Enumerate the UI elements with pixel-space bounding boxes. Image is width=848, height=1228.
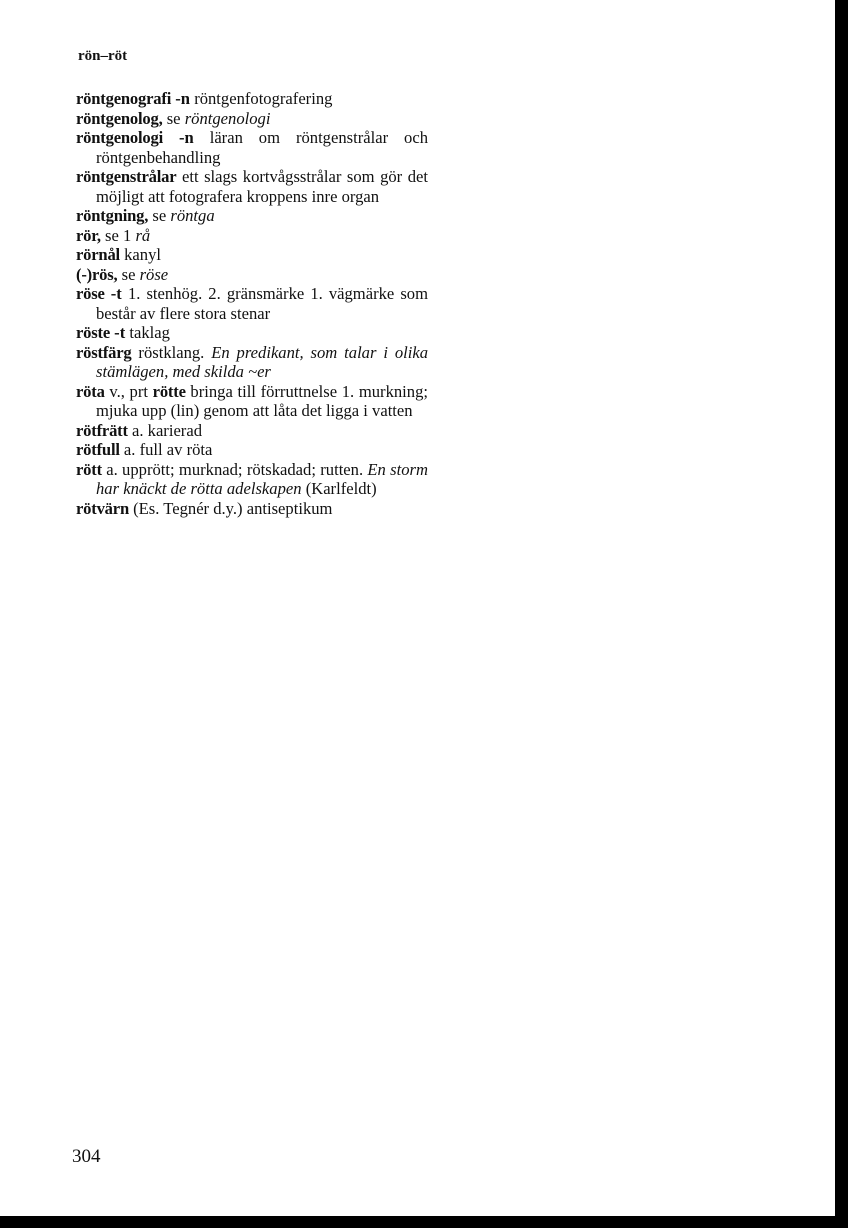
entry <box>76 167 428 206</box>
cross-ref-prefix: se <box>152 206 167 225</box>
example-sentence: En predikant, som talar i olika stämlägen, med skilda ~er <box>96 342 428 381</box>
headword: rötfrätt <box>76 420 128 440</box>
cross-ref-prefix: se <box>166 108 181 128</box>
headword: röntgning, <box>76 206 149 225</box>
definition: a. karierad <box>131 420 202 440</box>
entry <box>76 226 428 246</box>
definition: röstklang. <box>138 342 205 362</box>
grammar-prefix: v., prt <box>109 381 148 401</box>
cross-reference: röntga <box>170 206 215 225</box>
entry <box>76 421 428 441</box>
definition: (Es. Tegnér d.y.) antiseptikum <box>133 498 333 518</box>
definition: ett slags kortvågsstrålar som gör det möjligt att fotografera kroppens inre organ <box>96 167 428 206</box>
running-head: rön–röt <box>78 48 128 64</box>
headword: rött <box>76 459 102 479</box>
grammar-note: -t <box>114 323 126 342</box>
headword: rötfull <box>76 440 120 459</box>
entry <box>76 89 428 109</box>
entry <box>76 245 428 265</box>
definition: kanyl <box>124 245 161 264</box>
headword: röste <box>76 323 111 342</box>
headword: röntgenolog, <box>76 108 163 128</box>
entry <box>76 323 428 343</box>
entry <box>76 284 428 323</box>
entry <box>76 382 428 421</box>
entry-list <box>76 89 428 518</box>
definition: röntgenfotografering <box>194 89 333 108</box>
example-source: (Karlfeldt) <box>305 479 377 498</box>
entry <box>76 265 428 285</box>
definition: bringa till förruttnelse 1. murkning; mjuka upp (lin) genom att låta det ligga i vatten <box>96 381 428 420</box>
cross-reference: rå <box>135 225 151 245</box>
entry <box>76 440 428 460</box>
headword: rör, <box>76 225 101 245</box>
headword: röstfärg <box>76 342 132 362</box>
cross-reference: röntgenologi <box>184 108 271 128</box>
definition: 1. stenhög. 2. gränsmärke 1. vägmärke som består av flere stora stenar <box>96 284 429 323</box>
headword: rötvärn <box>76 498 129 518</box>
grammar-note: -n <box>175 89 191 108</box>
definition: a. full av röta <box>123 440 213 459</box>
example-sentence: En storm har knäckt de rötta adelskapen <box>96 459 428 498</box>
inflected-form: rötte <box>152 381 186 401</box>
definition: läran om röntgenstrålar och röntgenbehandling <box>96 128 429 167</box>
cross-reference: röse <box>139 264 169 284</box>
entry <box>76 460 428 499</box>
entry <box>76 109 428 129</box>
headword: (-)rös, <box>76 264 118 284</box>
entry <box>76 343 428 382</box>
headword: röta <box>76 381 105 401</box>
page-number: 304 <box>72 1146 101 1167</box>
definition: taklag <box>129 323 170 342</box>
headword: röntgenstrålar <box>76 167 177 186</box>
cross-ref-prefix: se 1 <box>105 225 132 245</box>
grammar-note: -t <box>110 284 122 303</box>
entry <box>76 206 428 226</box>
grammar-note: -n <box>178 128 194 147</box>
headword: röntgenologi <box>76 128 164 147</box>
headword: rörnål <box>76 245 120 264</box>
entry <box>76 499 428 519</box>
headword: röntgenografi <box>76 89 172 108</box>
cross-ref-prefix: se <box>121 264 136 284</box>
definition: a. upprött; murknad; rötskadad; rutten. <box>106 459 364 479</box>
headword: röse <box>76 284 105 303</box>
entry <box>76 128 428 167</box>
